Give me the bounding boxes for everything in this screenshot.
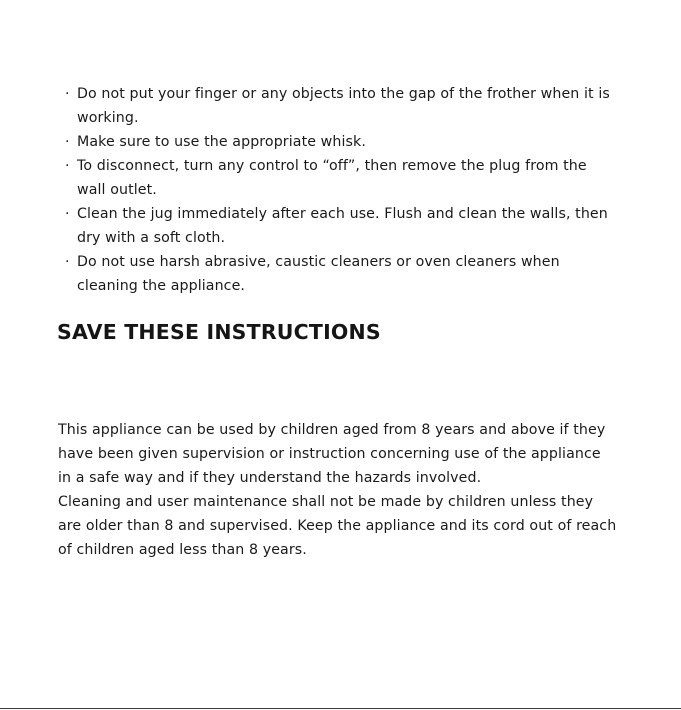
bottom-divider: [0, 708, 681, 709]
bullet-item: [58, 82, 618, 130]
bullet-text: To disconnect, turn any control to “off”, then remove the plug from the wall outlet.: [77, 158, 587, 198]
children-safety-text: [58, 418, 618, 562]
bullet-text: Do not use harsh abrasive, caustic cleaners or oven cleaners when cleaning the appliance.: [77, 254, 560, 294]
safety-bullet-list: [58, 82, 618, 298]
bullet-marker: ·: [65, 206, 70, 222]
section-heading: SAVE THESE INSTRUCTIONS: [57, 320, 381, 344]
bullet-text: Make sure to use the appropriate whisk.: [77, 134, 366, 150]
bullet-item: [58, 202, 618, 250]
bullet-marker: ·: [65, 134, 70, 150]
bullet-item: [58, 130, 618, 154]
bullet-marker: ·: [65, 86, 70, 102]
bullet-marker: ·: [65, 254, 70, 270]
bullet-text: Do not put your finger or any objects into the gap of the frother when it is working.: [77, 86, 610, 126]
bullet-text: Clean the jug immediately after each use. Flush and clean the walls, then dry with a soft cloth.: [77, 206, 608, 246]
bullet-item: [58, 154, 618, 202]
paragraph: This appliance can be used by children aged from 8 years and above if they have been given supervision or instruction concerning use of the appliance in a safe way and if they understand the hazards involved.: [58, 422, 606, 486]
bullet-marker: ·: [65, 158, 70, 174]
paragraph: Cleaning and user maintenance shall not be made by children unless they are older than 8 and supervised. Keep the appliance and its cord out of reach of children aged less than 8 years.: [58, 494, 617, 558]
bullet-item: [58, 250, 618, 298]
